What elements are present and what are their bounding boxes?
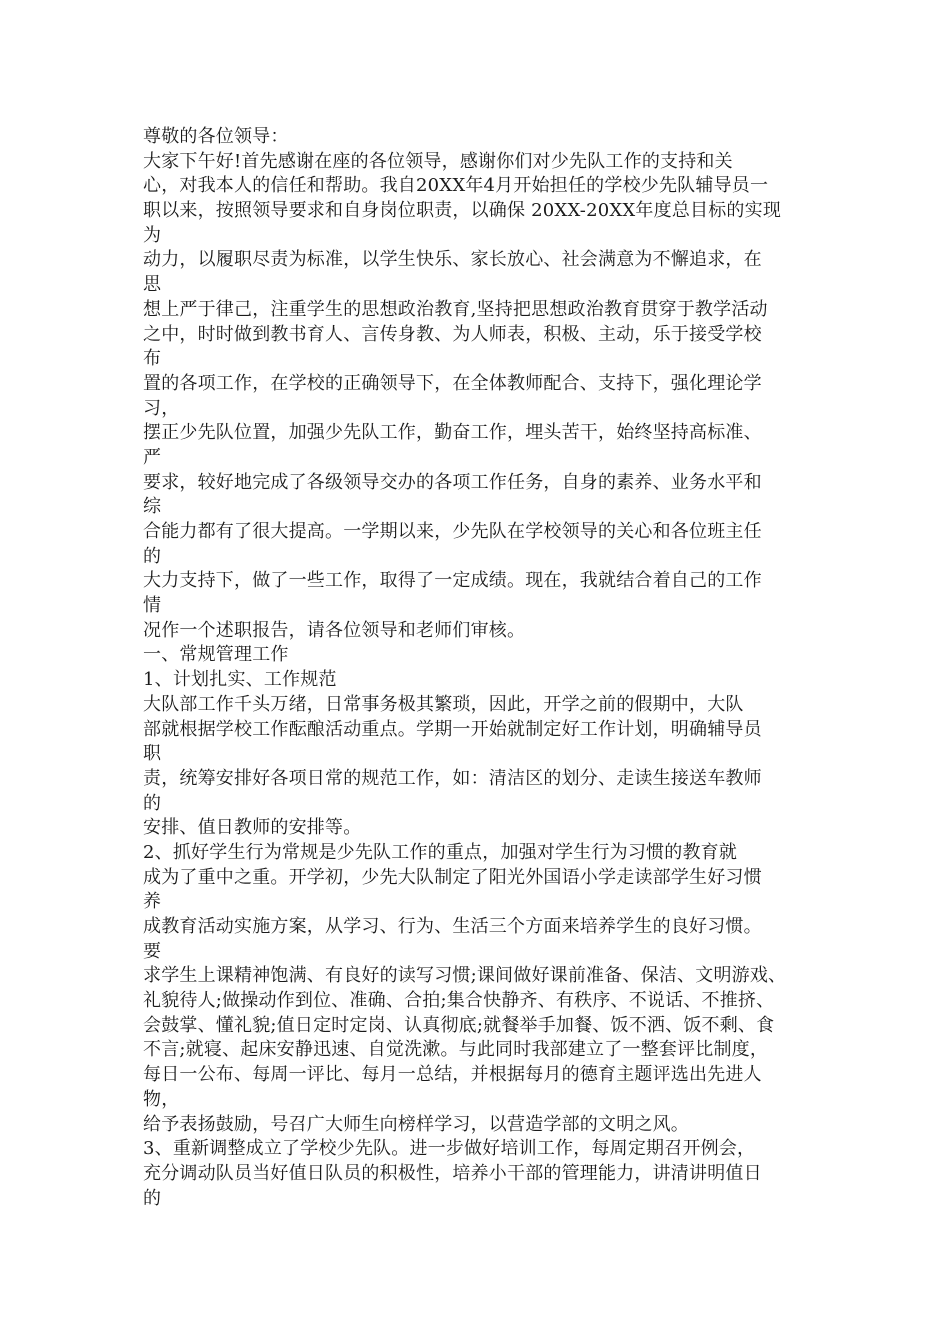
document-line: 动力，以履职尽责为标准，以学生快乐、家长放心、社会满意为不懈追求，在 bbox=[143, 249, 762, 271]
document-line: 礼貌待人;做操动作到位、准确、合拍;集合快静齐、有秩序、不说话、不推挤、 bbox=[143, 990, 775, 1012]
document-line: 严 bbox=[143, 446, 162, 468]
document-line: 2、抓好学生行为常规是少先队工作的重点，加强对学生行为习惯的教育就 bbox=[143, 841, 738, 863]
document-line: 置的各项工作，在学校的正确领导下，在全体教师配合、支持下，强化理论学 bbox=[143, 372, 762, 394]
document-line: 养 bbox=[143, 891, 162, 913]
document-line: 大力支持下，做了一些工作，取得了一定成绩。现在，我就结合着自己的工作 bbox=[143, 570, 762, 592]
document-line: 安排、值日教师的安排等。 bbox=[143, 817, 362, 839]
document-line: 况作一个述职报告，请各位领导和老师们审核。 bbox=[143, 619, 526, 641]
document-line: 要求，较好地完成了各级领导交办的各项工作任务，自身的素养、业务水平和 bbox=[143, 471, 762, 493]
document-line: 尊敬的各位领导： bbox=[143, 126, 289, 147]
document-line: 情 bbox=[143, 595, 162, 617]
document-line: 大队部工作千头万绪，日常事务极其繁琐，因此，开学之前的假期中，大队 bbox=[143, 693, 744, 715]
document-line: 合能力都有了很大提高。一学期以来，少先队在学校领导的关心和各位班主任 bbox=[143, 521, 762, 542]
document-line: 不言;就寝、起床安静迅速、自觉洗漱。与此同时我部建立了一整套评比制度， bbox=[143, 1039, 769, 1061]
document-line: 1、计划扎实、工作规范 bbox=[143, 669, 337, 691]
document-line: 职 bbox=[143, 743, 162, 765]
document-line: 综 bbox=[143, 496, 162, 518]
document-line: 会鼓掌、懂礼貌;值日定时定岗、认真彻底;就餐举手加餐、饭不洒、饭不剩、食 bbox=[143, 1014, 775, 1036]
document-line: 充分调动队员当好值日队员的积极性，培养小干部的管理能力，讲清讲明值日 bbox=[143, 1162, 762, 1184]
document-line: 习， bbox=[143, 397, 180, 419]
document-line: 成教育活动实施方案，从学习、行为、生活三个方面来培养学生的良好习惯。 bbox=[143, 916, 762, 937]
document-line: 给予表扬鼓励，号召广大师生向榜样学习，以营造学部的文明之风。 bbox=[143, 1113, 689, 1135]
document-line: 思 bbox=[143, 274, 162, 296]
document-line: 物， bbox=[143, 1088, 180, 1110]
document-line: 求学生上课精神饱满、有良好的读写习惯;课间做好课前准备、保洁、文明游戏、 bbox=[143, 965, 787, 987]
document-line: 的 bbox=[143, 1187, 162, 1209]
document-line: 一、常规管理工作 bbox=[143, 644, 289, 666]
document-line: 职以来，按照领导要求和自身岗位职责，以确保 20XX-20XX年度总目标的实现 bbox=[143, 200, 782, 222]
document-line: 成为了重中之重。开学初，少先大队制定了阳光外国语小学走读部学生好习惯 bbox=[143, 866, 762, 888]
document-line: 之中，时时做到教书育人、言传身教、为人师表，积极、主动，乐于接受学校 bbox=[143, 323, 762, 345]
document-line: 为 bbox=[143, 224, 162, 246]
document-line: 责，统筹安排好各项日常的规范工作，如：清洁区的划分、走读生接送车教师 bbox=[143, 767, 762, 789]
document-line: 大家下午好!首先感谢在座的各位领导，感谢你们对少先队工作的支持和关 bbox=[143, 150, 733, 172]
document-line: 心，对我本人的信任和帮助。我自20XX年4月开始担任的学校少先队辅导员一 bbox=[143, 175, 769, 197]
document-line: 布 bbox=[143, 348, 162, 370]
document-line: 的 bbox=[143, 545, 162, 567]
document-line: 要 bbox=[143, 940, 162, 962]
document-line: 的 bbox=[143, 792, 162, 814]
document-line: 每日一公布、每周一评比、每月一总结，并根据每月的德育主题评选出先进人 bbox=[143, 1064, 762, 1086]
document-line: 摆正少先队位置，加强少先队工作，勤奋工作，埋头苦干，始终坚持高标准、 bbox=[143, 422, 762, 444]
document-line: 想上严于律己，注重学生的思想政治教育,坚持把思想政治教育贯穿于教学活动 bbox=[143, 298, 768, 320]
document-line: 3、重新调整成立了学校少先队。进一步做好培训工作，每周定期召开例会， bbox=[143, 1138, 756, 1160]
document-line: 部就根据学校工作酝酿活动重点。学期一开始就制定好工作计划，明确辅导员 bbox=[143, 718, 762, 740]
document-body bbox=[143, 125, 823, 1211]
